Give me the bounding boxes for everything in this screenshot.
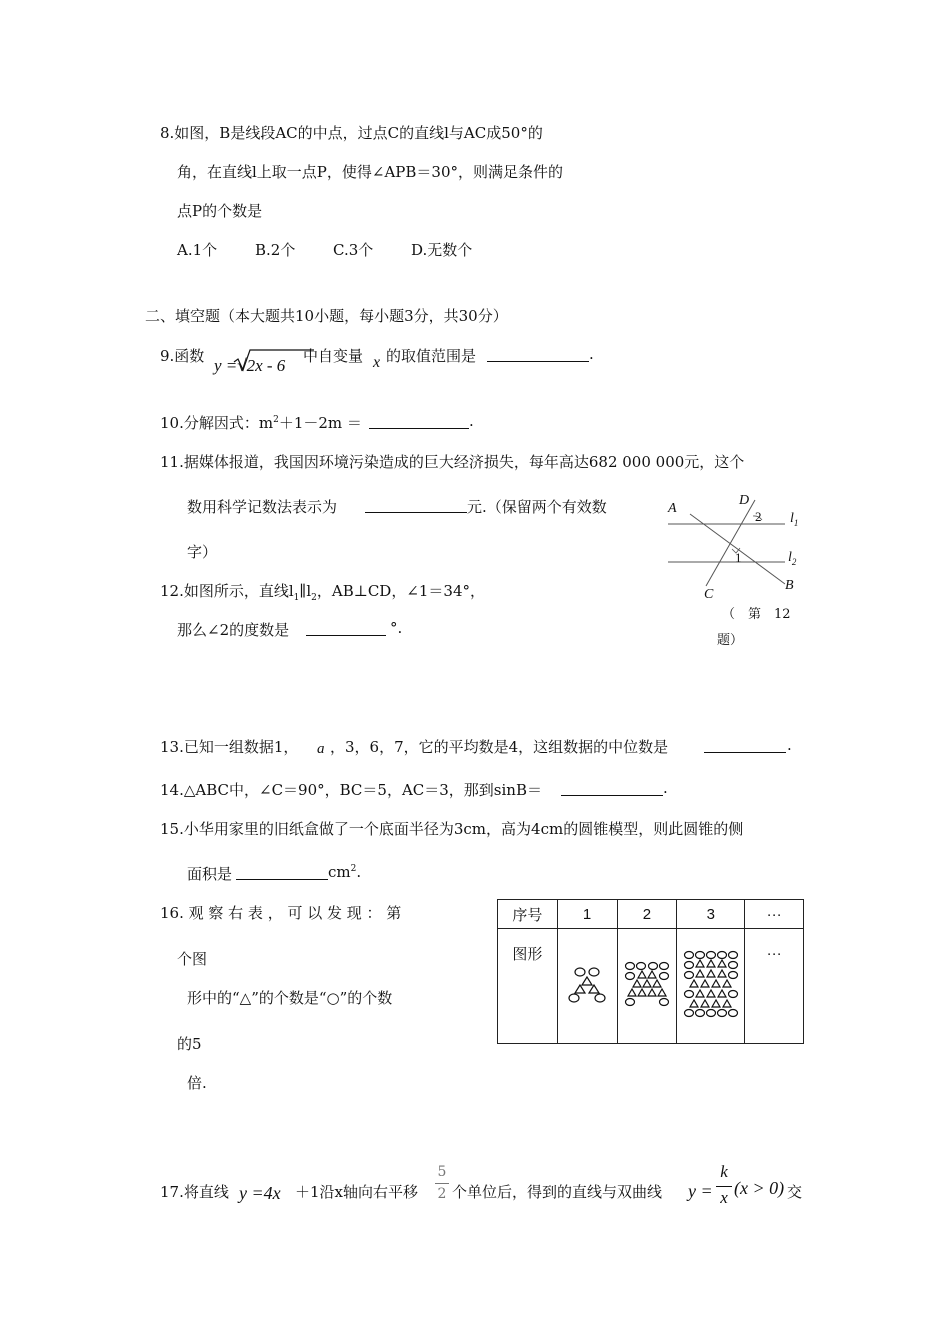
q10-text [160, 412, 362, 433]
q9-prefix: 9.函数 [160, 347, 205, 365]
q10-sup: 2 [273, 415, 279, 425]
pattern-1-shapes [567, 964, 607, 1004]
q8-line2: 角，在直线l上取一点P，使得∠APB＝30°，则满足条件的 [177, 163, 563, 181]
q15-unit [328, 863, 361, 881]
q15-unit-text: cm [328, 863, 351, 881]
q9-formula [214, 356, 285, 376]
fig12-label-a: A [668, 501, 677, 516]
q11-line3: 字） [187, 543, 218, 561]
q9-var: x [373, 354, 381, 371]
q17-frac-num: 5 [437, 1164, 447, 1180]
section-heading: 二、填空题（本大题共10小题，每小题3分，共30分） [145, 307, 508, 325]
q16-line5: 倍. [187, 1074, 207, 1092]
q15-unit-sup: 2 [350, 864, 357, 874]
q15-line2-prefix: 面积是 [187, 865, 233, 883]
q16-pattern-table [497, 899, 804, 1044]
q17-mid1: ＋1沿x轴向右平移 [295, 1183, 419, 1201]
table-header-2: 2 [617, 900, 677, 929]
q17-prefix: 17.将直线 [160, 1183, 229, 1201]
fig12-label-l2 [788, 550, 796, 567]
pattern-3-cell [677, 929, 745, 1044]
q12-prefix: 12.如图所示，直线l [160, 582, 294, 600]
q17-frac-bar [435, 1183, 449, 1184]
q8-option-a: A.1个 [177, 241, 218, 259]
q9-suffix: 的取值范围是 [386, 347, 477, 365]
table-row-label: 图形 [498, 929, 558, 1044]
fig12-caption-line2: 题） [717, 633, 744, 648]
q8-option-d: D.无数个 [411, 241, 473, 259]
table-row-ellipsis: ··· [745, 929, 804, 1044]
fig12-l1-letter: l [790, 511, 794, 526]
q9-answer-blank[interactable] [487, 347, 589, 362]
q16-line3: 形中的“△”的个数是“○”的个数 [187, 989, 393, 1007]
q13-var: a [317, 741, 325, 757]
q9-mid: 中自变量 [303, 347, 364, 365]
table-header-row [498, 900, 804, 929]
q16-line1: 16. 观 察 右 表 ， 可 以 发 现 ： 第 [160, 904, 402, 922]
pattern-2-shapes [624, 961, 670, 1007]
q13-rest: ，3，6，7，它的平均数是4，这组数据的中位数是 [330, 738, 669, 756]
q17-mid2: 个单位后，得到的直线与双曲线 [452, 1183, 663, 1201]
q17-formula: y =4x [239, 1183, 281, 1203]
q15-end: . [356, 863, 362, 881]
q17-hyper-num: k [720, 1162, 728, 1181]
fig12-label-angle2: 2 [755, 509, 762, 524]
fig12-label-d: D [739, 493, 750, 508]
q17-hyper-den: x [720, 1188, 728, 1207]
q16-line4: 的5 [177, 1035, 202, 1053]
pattern-2-cell [617, 929, 677, 1044]
q14-text: 14.△ABC中，∠C＝90°，BC＝5，AC＝3，那到sinB＝ [160, 781, 542, 799]
q13-answer-blank[interactable] [704, 738, 786, 753]
q17-hyper-cond: (x > 0) [734, 1178, 785, 1198]
fig12-label-l1 [790, 511, 798, 528]
fig12-label-b: B [785, 578, 794, 593]
q15-answer-blank[interactable] [236, 865, 328, 880]
q16-line2: 个图 [177, 950, 208, 968]
fig12-l2-sub: 2 [791, 556, 797, 567]
q10-prefix: 10.分解因式：m [160, 414, 274, 432]
q13-prefix: 13.已知一组数据1， [160, 738, 299, 756]
fig12-caption-line1: （ 第 12 [722, 607, 791, 622]
table-header-3: 3 [677, 900, 745, 929]
q9-end: . [589, 345, 594, 363]
q14-answer-blank[interactable] [561, 781, 663, 796]
q10-answer-blank[interactable] [369, 414, 469, 429]
q8-line1: 8.如图，B是线段AC的中点，过点C的直线l与AC成50°的 [160, 124, 543, 142]
table-header-ellipsis: ··· [745, 900, 804, 929]
pattern-3-shapes [683, 950, 739, 1018]
table-header-index: 序号 [498, 900, 558, 929]
q17-hyper-bar [716, 1186, 732, 1187]
q8-line3: 点P的个数是 [177, 202, 263, 220]
fig12-l1-sub: 1 [793, 517, 799, 528]
q13-end: . [787, 736, 792, 754]
q12-mid: ∥l [299, 582, 312, 600]
fig12-label-c: C [704, 587, 714, 602]
q11-answer-blank[interactable] [365, 498, 467, 513]
q14-end: . [663, 779, 668, 797]
q11-line1: 11.据媒体报道，我国因环境污染造成的巨大经济损失，每年高达682 000 000元，这个 [160, 453, 745, 471]
q12-line2-prefix: 那么∠2的度数是 [177, 621, 290, 639]
q11-line2-suffix: 元.（保留两个有效数 [467, 498, 607, 516]
fig12-l2-letter: l [788, 550, 792, 565]
q9-formula-text: y =√2x - 6 [214, 356, 286, 375]
q15-line1: 15.小华用家里的旧纸盒做了一个底面半径为3cm，高为4cm的圆锥模型，则此圆锥的侧 [160, 820, 744, 838]
q11-line2-prefix: 数用科学记数法表示为 [187, 498, 338, 516]
q10-rest: ＋1－2m ＝ [278, 414, 362, 432]
q12-line1 [160, 580, 485, 603]
q12-sub1: 1 [293, 593, 300, 603]
q8-option-b: B.2个 [255, 241, 296, 259]
q12-rest: ，AB⊥CD，∠1＝34°， [316, 582, 486, 600]
q17-frac-den: 2 [437, 1186, 447, 1202]
q12-line2-suffix: °. [390, 619, 403, 637]
q12-sub2: 2 [311, 593, 317, 603]
q17-end: 交 [787, 1183, 803, 1201]
q8-option-c: C.3个 [333, 241, 374, 259]
table-figure-row [498, 929, 804, 1044]
fig12-label-angle1: 1 [735, 550, 742, 565]
q10-end: . [469, 412, 474, 430]
q12-answer-blank[interactable] [306, 621, 386, 636]
table-header-1: 1 [557, 900, 617, 929]
q17-hyper-y: y = [688, 1181, 713, 1201]
pattern-1-cell [557, 929, 617, 1044]
